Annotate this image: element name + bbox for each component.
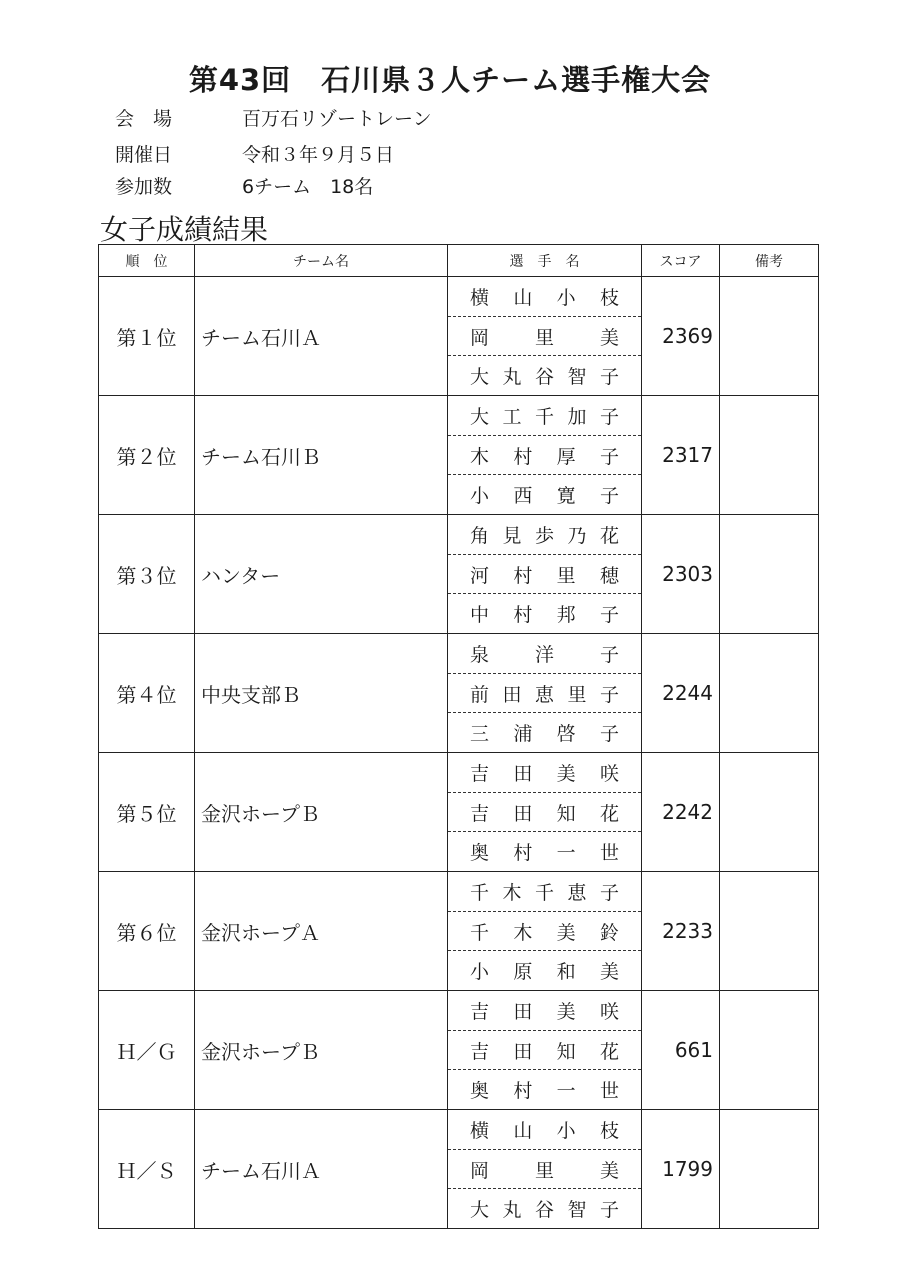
player-name: [448, 1110, 641, 1149]
column-header-score: スコア: [642, 245, 720, 277]
results-table: [98, 244, 819, 1229]
rank-cell: 第４位: [99, 634, 195, 753]
player-name: [448, 712, 641, 752]
table-row: [99, 1110, 819, 1229]
player-name-text: 大 工 千 加 子: [470, 405, 619, 428]
player-name: [448, 1069, 641, 1109]
players-cell: [448, 1110, 642, 1229]
team-cell: 中央支部Ｂ: [195, 634, 448, 753]
player-name: [448, 872, 641, 911]
player-name: [448, 950, 641, 990]
score-cell: 2303: [642, 515, 720, 634]
rank-cell: 第１位: [99, 277, 195, 396]
player-name-text: 横 山 小 枝: [470, 286, 619, 309]
players-cell: [448, 872, 642, 991]
player-name: [448, 355, 641, 395]
player-name: [448, 515, 641, 554]
count-value: 6チーム 18名: [242, 176, 374, 198]
team-cell: 金沢ホープＡ: [195, 872, 448, 991]
player-name-text: 小 西 寛 子: [470, 485, 619, 508]
note-cell: [720, 396, 819, 515]
venue-label: 会 場: [115, 108, 173, 130]
score-cell: 2242: [642, 753, 720, 872]
page-title: 第43回 石川県３人チーム選手権大会: [188, 63, 712, 97]
note-cell: [720, 991, 819, 1110]
rank-cell: 第３位: [99, 515, 195, 634]
player-name-text: 吉 田 知 花: [470, 802, 619, 825]
score-cell: 2244: [642, 634, 720, 753]
count-label: 参加数: [115, 176, 173, 198]
player-name: [448, 911, 641, 951]
player-name-text: 吉 田 知 花: [470, 1040, 619, 1063]
score-cell: 2233: [642, 872, 720, 991]
table-header-row: [99, 245, 819, 277]
rank-cell: 第２位: [99, 396, 195, 515]
table-row: [99, 277, 819, 396]
players-cell: [448, 396, 642, 515]
players-cell: [448, 991, 642, 1110]
rank-cell: Ｈ／Ｇ: [99, 991, 195, 1110]
team-cell: チーム石川Ａ: [195, 277, 448, 396]
rank-cell: Ｈ／Ｓ: [99, 1110, 195, 1229]
player-name-text: 吉 田 美 咲: [470, 762, 619, 785]
player-name: [448, 753, 641, 792]
venue-value: 百万石リゾートレーン: [242, 108, 432, 130]
note-cell: [720, 1110, 819, 1229]
section-title: 女子成績結果: [100, 213, 269, 246]
player-name-text: 三 浦 啓 子: [470, 723, 619, 746]
note-cell: [720, 753, 819, 872]
table-row: [99, 396, 819, 515]
players-cell: [448, 515, 642, 634]
player-name-text: 中 村 邦 子: [470, 604, 619, 627]
player-name: [448, 316, 641, 356]
team-cell: 金沢ホープＢ: [195, 991, 448, 1110]
player-name-text: 岡 里 美: [470, 1159, 619, 1182]
player-name: [448, 1149, 641, 1189]
player-name-text: 木 村 厚 子: [470, 445, 619, 468]
rank-cell: 第５位: [99, 753, 195, 872]
date-value: 令和３年９月５日: [242, 144, 395, 166]
player-name: [448, 1030, 641, 1070]
player-name: [448, 634, 641, 673]
score-cell: 1799: [642, 1110, 720, 1229]
player-name: [448, 1188, 641, 1228]
player-name-text: 泉 洋 子: [470, 643, 619, 666]
table-row: [99, 753, 819, 872]
player-name-text: 奥 村 一 世: [470, 1080, 619, 1103]
note-cell: [720, 872, 819, 991]
players-cell: [448, 753, 642, 872]
count-row: [115, 172, 373, 199]
player-name-text: 横 山 小 枝: [470, 1119, 619, 1142]
player-name: [448, 673, 641, 713]
player-name-text: 大 丸 谷 智 子: [470, 1199, 619, 1222]
player-name: [448, 991, 641, 1030]
player-name-text: 角 見 歩 乃 花: [470, 524, 619, 547]
note-cell: [720, 277, 819, 396]
team-cell: ハンター: [195, 515, 448, 634]
table-row: [99, 872, 819, 991]
date-label: 開催日: [115, 144, 173, 166]
player-name-text: 吉 田 美 咲: [470, 1000, 619, 1023]
team-cell: 金沢ホープＢ: [195, 753, 448, 872]
column-header-team: チーム名: [195, 245, 448, 277]
venue-row: [115, 104, 432, 131]
column-header-players: 選 手 名: [448, 245, 642, 277]
player-name: [448, 474, 641, 514]
table-row: [99, 515, 819, 634]
player-name-text: 大 丸 谷 智 子: [470, 366, 619, 389]
player-name-text: 岡 里 美: [470, 326, 619, 349]
note-cell: [720, 634, 819, 753]
player-name-text: 奥 村 一 世: [470, 842, 619, 865]
players-cell: [448, 634, 642, 753]
note-cell: [720, 515, 819, 634]
player-name-text: 前 田 恵 里 子: [470, 683, 619, 706]
team-cell: チーム石川Ａ: [195, 1110, 448, 1229]
date-row: [115, 140, 394, 167]
column-header-note: 備考: [720, 245, 819, 277]
players-cell: [448, 277, 642, 396]
player-name: [448, 277, 641, 316]
table-row: [99, 991, 819, 1110]
player-name-text: 千 木 千 恵 子: [470, 881, 619, 904]
score-cell: 661: [642, 991, 720, 1110]
player-name-text: 河 村 里 穂: [470, 564, 619, 587]
table-row: [99, 634, 819, 753]
score-cell: 2369: [642, 277, 720, 396]
score-cell: 2317: [642, 396, 720, 515]
rank-cell: 第６位: [99, 872, 195, 991]
column-header-rank: 順 位: [99, 245, 195, 277]
player-name: [448, 593, 641, 633]
table-body: [99, 277, 819, 1229]
player-name: [448, 554, 641, 594]
player-name-text: 小 原 和 美: [470, 961, 619, 984]
player-name: [448, 831, 641, 871]
player-name: [448, 396, 641, 435]
player-name: [448, 792, 641, 832]
player-name-text: 千 木 美 鈴: [470, 921, 619, 944]
team-cell: チーム石川Ｂ: [195, 396, 448, 515]
player-name: [448, 435, 641, 475]
